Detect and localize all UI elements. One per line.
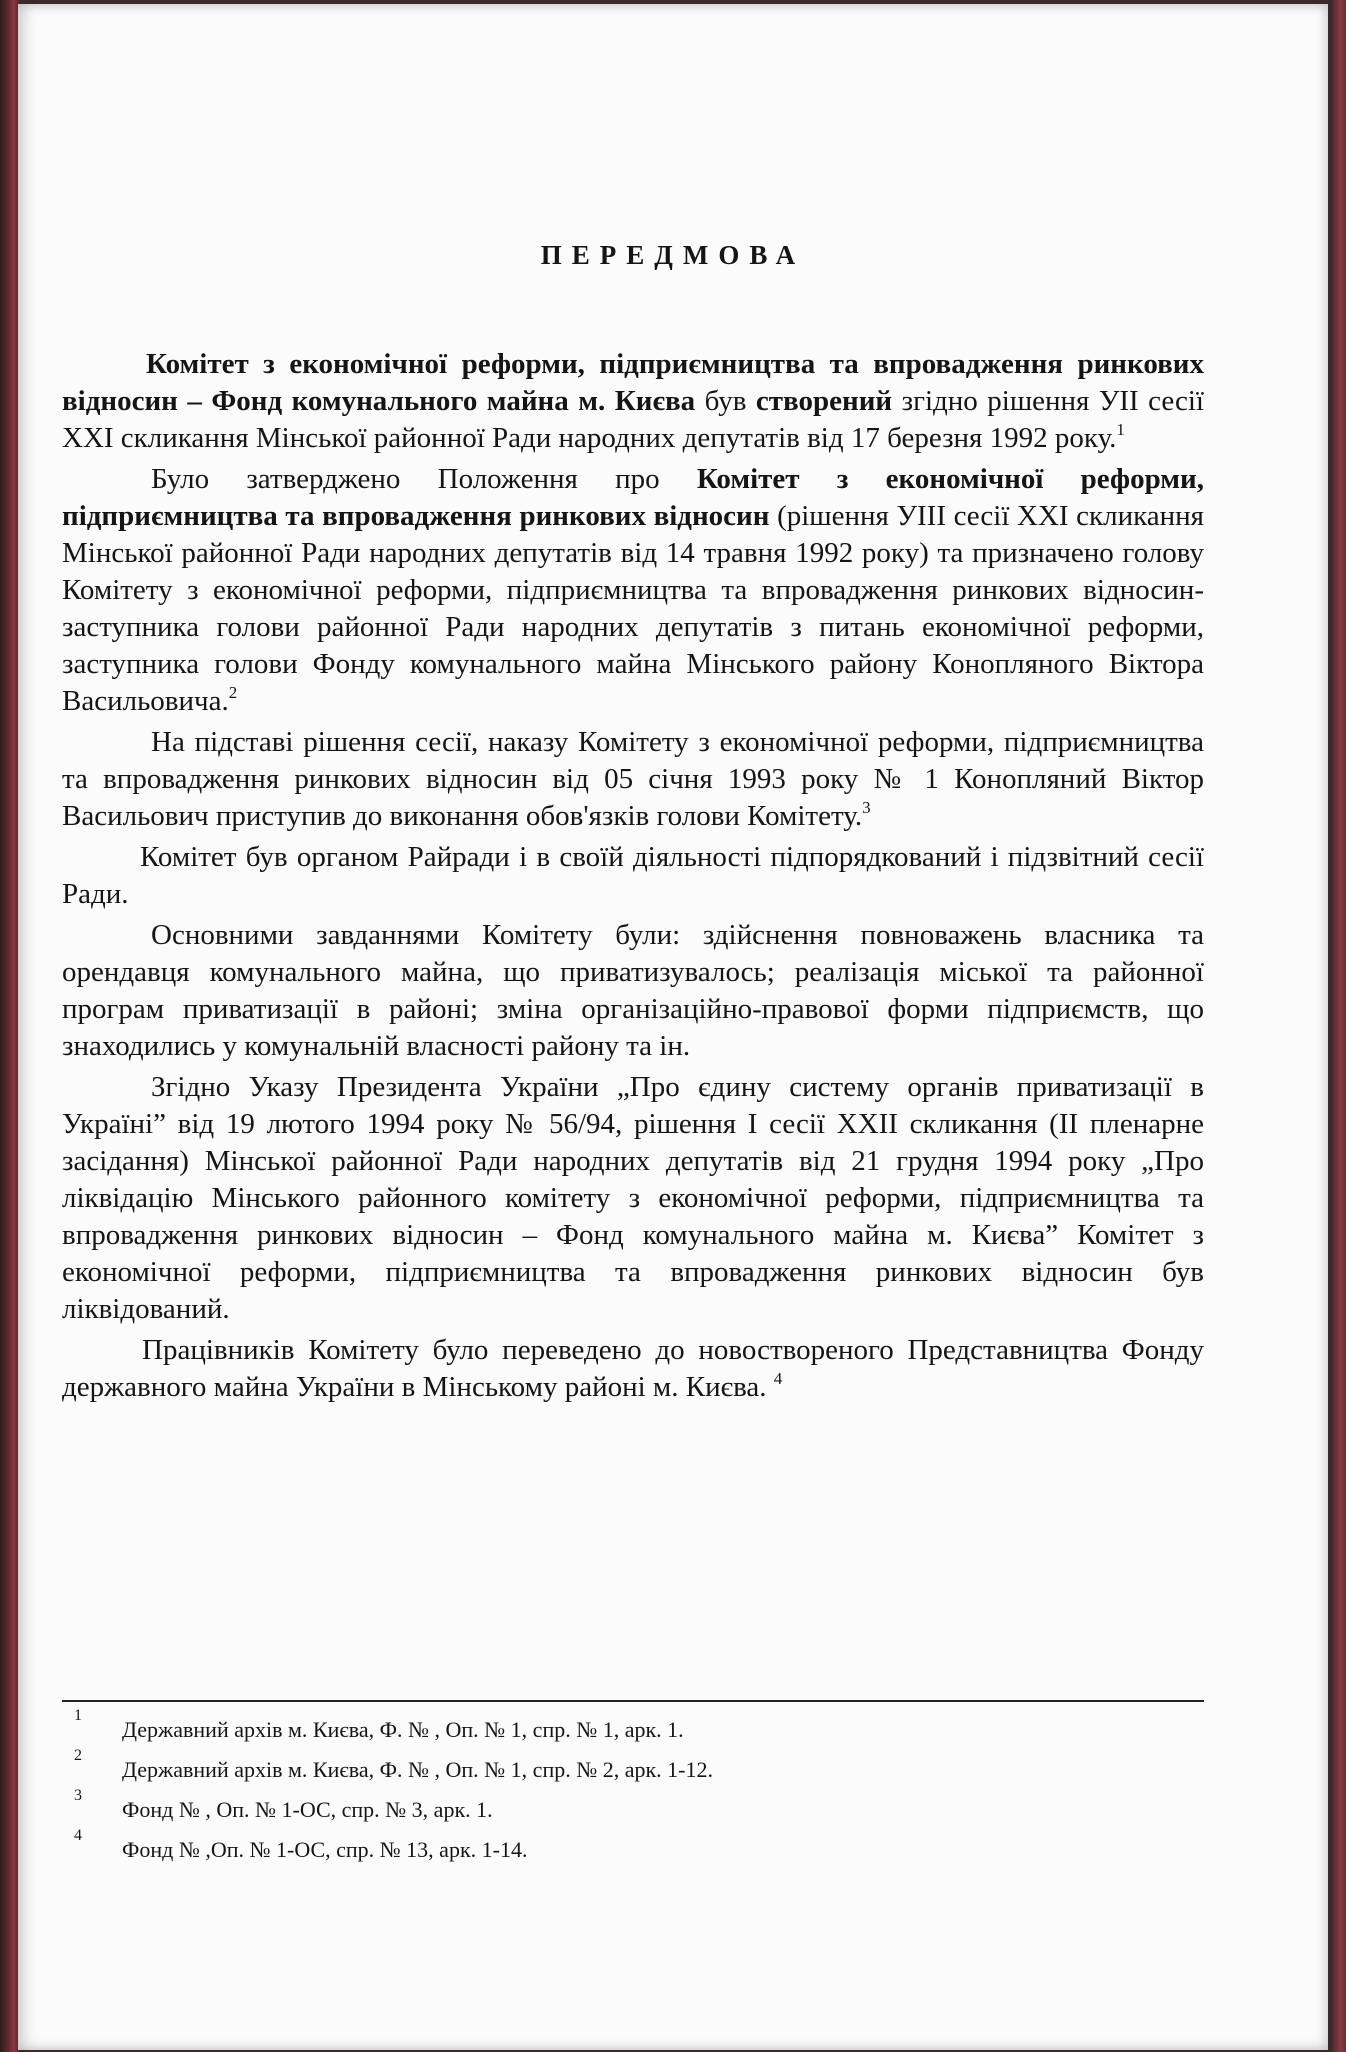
text-run: був [695, 385, 756, 417]
footnote [62, 1786, 1162, 1826]
text-run: Було затверджено Положення про [151, 463, 697, 495]
footnote-divider [62, 1700, 1204, 1702]
paragraph [62, 461, 1204, 720]
text-run: згідно рішення УІІ сесії ХХІ скликання Мінської районної Ради народних депутатів від 17 березня 1992 року. [62, 385, 1204, 454]
bold-text: Комітет з економічної реформи, підприємництва та впровадження ринкових відносин – Фонд комунального майна м. Києва [62, 348, 1204, 417]
footnote-text: Державний архів м. Києва, Ф. № , Оп. № 1, спр. № 2, арк. 1-12. [122, 1757, 713, 1782]
bold-text: створений [755, 385, 893, 417]
footnote [62, 1746, 1162, 1786]
document-page [18, 4, 1328, 2050]
footnote-text: Фонд № , Оп. № 1-ОС, спр. № 3, арк. 1. [122, 1797, 493, 1822]
footnote-text: Фонд № ,Оп. № 1-ОС, спр. № 13, арк. 1-14. [122, 1837, 528, 1862]
footnote-number: 4 [74, 1827, 82, 1844]
paragraph [62, 917, 1204, 1065]
text-run: (рішення УІІІ сесії ХХІ скликання Мінської районної Ради народних депутатів від 14 травня 1992 року) та призначено голову Комітету з економічної реформи, підприємництва та впровадження ринкових відносин- заступника голови районної Ради народних депутатів з питань економічної реформи, заступника голови Фонду комунального майна Мінського району Конопляного Віктора Васильовича. [62, 500, 1204, 717]
text-run: Основними завданнями Комітету були: здійснення повноважень власника та орендавця комунального майна, що приватизувалось; реалізація міської та районної програм приватизації в районі; зміна організаційно-правової форми підприємств, що знаходились у комунальній власності району та ін. [62, 919, 1204, 1062]
footnote [62, 1826, 1162, 1866]
footnote-ref: 4 [773, 1369, 783, 1388]
footnotes [62, 1706, 1162, 1866]
paragraph [62, 1069, 1204, 1328]
paragraph [62, 346, 1204, 457]
text-run: Працівників Комітету було переведено до новоствореного Представництва Фонду державного майна України в Мінському районі м. Києва. [62, 1334, 1204, 1403]
footnote-ref: 3 [862, 798, 871, 817]
footnote [62, 1706, 1162, 1746]
page-title: ПЕРЕДМОВА [540, 240, 806, 270]
binding-spine-right [1332, 0, 1346, 2052]
main-text [62, 346, 1204, 1410]
paragraph [62, 724, 1204, 835]
footnote-number: 2 [74, 1747, 82, 1764]
paragraph [62, 1332, 1204, 1406]
text-run: Згідно Указу Президента України „Про єдину систему органів приватизації в Україні” від 19 лютого 1994 року № 56/94, рішення І сесії ХХІІ скликання (ІІ пленарне засідання) Мінської районної Ради народних депутатів від 21 грудня 1994 року „Про ліквідацію Мінського районного комітету з економічної реформи, підприємництва та впровадження ринкових відносин – Фонд комунального майна м. Києва” Комітет з економічної реформи, підприємництва та впровадження ринкових відносин був ліквідований. [62, 1071, 1204, 1325]
footnote-number: 1 [74, 1707, 82, 1724]
binding-spine-left [0, 0, 20, 2052]
footnote-text: Державний архів м. Києва, Ф. № , Оп. № 1, спр. № 1, арк. 1. [122, 1717, 684, 1742]
footnote-number: 3 [74, 1787, 82, 1804]
text-run: На підставі рішення сесії, наказу Комітету з економічної реформи, підприємництва та впровадження ринкових відносин від 05 січня 1993 року № 1 Конопляний Віктор Васильович приступив до виконання обов'язків голови Комітету. [62, 726, 1204, 832]
bold-text: Комітет з економічної реформи, підприємництва та впровадження ринкових відносин [62, 463, 1204, 532]
footnote-ref: 2 [228, 683, 238, 702]
footnote-ref: 1 [1116, 420, 1125, 439]
text-run: Комітет був органом Райради і в своїй діяльності підпорядкований і підзвітний сесії Ради. [62, 841, 1204, 910]
paragraph [62, 839, 1204, 913]
